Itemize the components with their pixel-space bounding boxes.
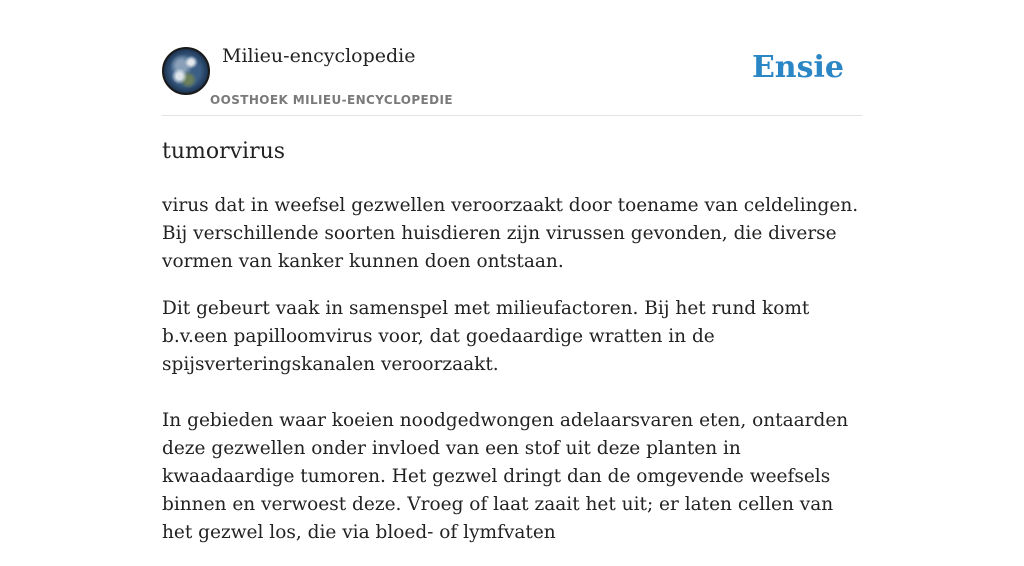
article-paragraph: Dit gebeurt vaak in samenspel met milieufactoren. Bij het rund komt b.v.een papilloomvirus voor, dat goedaardige wratten in de spijsverteringskanalen veroorzaakt. In gebieden waar koeien noodgedwongen adelaarsvaren eten, ontaarden deze gezwellen onder invloed van een stof uit deze planten in kwaadaardige tumoren. Het gezwel dringt dan de omgevende weefsels binnen en verwoest deze. Vroeg of laat zaait het uit; er laten cellen van het gezwel los, die via bloed- of lymfvaten — [162, 298, 849, 543]
page-container — [162, 0, 862, 543]
site-title[interactable]: Milieu-encyclopedie — [222, 45, 416, 67]
globe-icon[interactable] — [162, 47, 210, 95]
brand-logo[interactable]: Ensie — [751, 50, 844, 85]
site-subtitle[interactable]: OOSTHOEK MILIEU-ENCYCLOPEDIE — [210, 93, 453, 107]
article-body — [162, 192, 862, 566]
article-paragraph: virus dat in weefsel gezwellen veroorzaakt door toename van celdelingen. Bij verschillende soorten huisdieren zijn virussen gevonden, die diverse vormen van kanker kunnen doen ontstaan. — [162, 195, 859, 272]
article-title: tumorvirus — [162, 139, 286, 164]
site-header — [162, 0, 862, 116]
